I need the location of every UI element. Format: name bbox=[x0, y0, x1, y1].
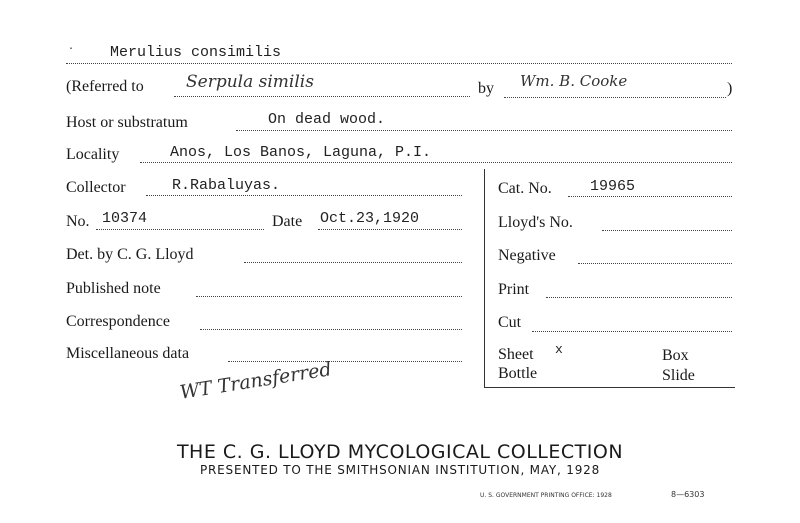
date-line bbox=[318, 229, 462, 230]
bottle-label: Bottle bbox=[498, 365, 538, 382]
small-mark: . bbox=[68, 42, 75, 53]
no-value: 10374 bbox=[102, 210, 148, 227]
no-label: No. bbox=[66, 213, 90, 230]
collector-value: R.Rabaluyas. bbox=[172, 177, 281, 194]
lloyds-no-line bbox=[602, 230, 732, 231]
slide-label: Slide bbox=[662, 367, 695, 384]
cat-no-label: Cat. No. bbox=[498, 180, 552, 197]
specimen-name: Merulius consimilis bbox=[110, 44, 282, 61]
misc-data-label: Miscellaneous data bbox=[66, 345, 190, 362]
form-number: 8—6303 bbox=[671, 490, 705, 499]
sheet-label: Sheet bbox=[498, 346, 534, 363]
locality-label: Locality bbox=[66, 146, 120, 163]
by-value: Wm. B. Cooke bbox=[520, 72, 628, 90]
collector-line bbox=[146, 195, 462, 196]
locality-value: Anos, Los Banos, Laguna, P.I. bbox=[170, 144, 432, 161]
det-by-line bbox=[244, 262, 462, 263]
negative-line bbox=[578, 263, 732, 264]
published-note-label: Published note bbox=[66, 280, 161, 297]
collection-title: THE C. G. LLOYD MYCOLOGICAL COLLECTION bbox=[176, 441, 624, 463]
referred-to-line bbox=[174, 96, 470, 97]
printing-office-note: U. S. GOVERNMENT PRINTING OFFICE: 1928 bbox=[480, 492, 612, 499]
collection-subtitle: PRESENTED TO THE SMITHSONIAN INSTITUTION, MAY, 1928 bbox=[199, 463, 601, 477]
print-line bbox=[546, 297, 732, 298]
handwritten-note: WT Transferred bbox=[178, 358, 334, 404]
cat-no-line bbox=[568, 196, 732, 197]
locality-line bbox=[140, 162, 732, 163]
box-label: Box bbox=[662, 347, 689, 364]
host-value: On dead wood. bbox=[268, 111, 386, 128]
host-line bbox=[236, 130, 732, 131]
referred-to-value: Serpula similis bbox=[186, 72, 314, 92]
correspondence-line bbox=[200, 329, 462, 330]
lloyds-no-label: Lloyd's No. bbox=[498, 214, 573, 231]
host-label: Host or substratum bbox=[66, 114, 188, 131]
referred-to-label: (Referred to bbox=[66, 78, 144, 95]
cut-label: Cut bbox=[498, 314, 522, 331]
det-by-label: Det. by C. G. Lloyd bbox=[66, 246, 194, 263]
negative-label: Negative bbox=[498, 247, 556, 264]
by-line bbox=[504, 97, 726, 98]
print-label: Print bbox=[498, 281, 530, 298]
no-line bbox=[96, 229, 264, 230]
cat-no-value: 19965 bbox=[590, 178, 636, 195]
published-note-line bbox=[196, 296, 462, 297]
collector-label: Collector bbox=[66, 179, 126, 196]
correspondence-label: Correspondence bbox=[66, 313, 170, 330]
name-line bbox=[66, 63, 732, 64]
date-label: Date bbox=[272, 213, 303, 230]
cut-line bbox=[532, 331, 732, 332]
by-label: by bbox=[478, 80, 494, 97]
misc-data-line bbox=[228, 361, 462, 362]
date-value: Oct.23,1920 bbox=[320, 210, 420, 227]
close-paren: ) bbox=[727, 80, 733, 97]
sheet-mark: x bbox=[555, 342, 563, 357]
